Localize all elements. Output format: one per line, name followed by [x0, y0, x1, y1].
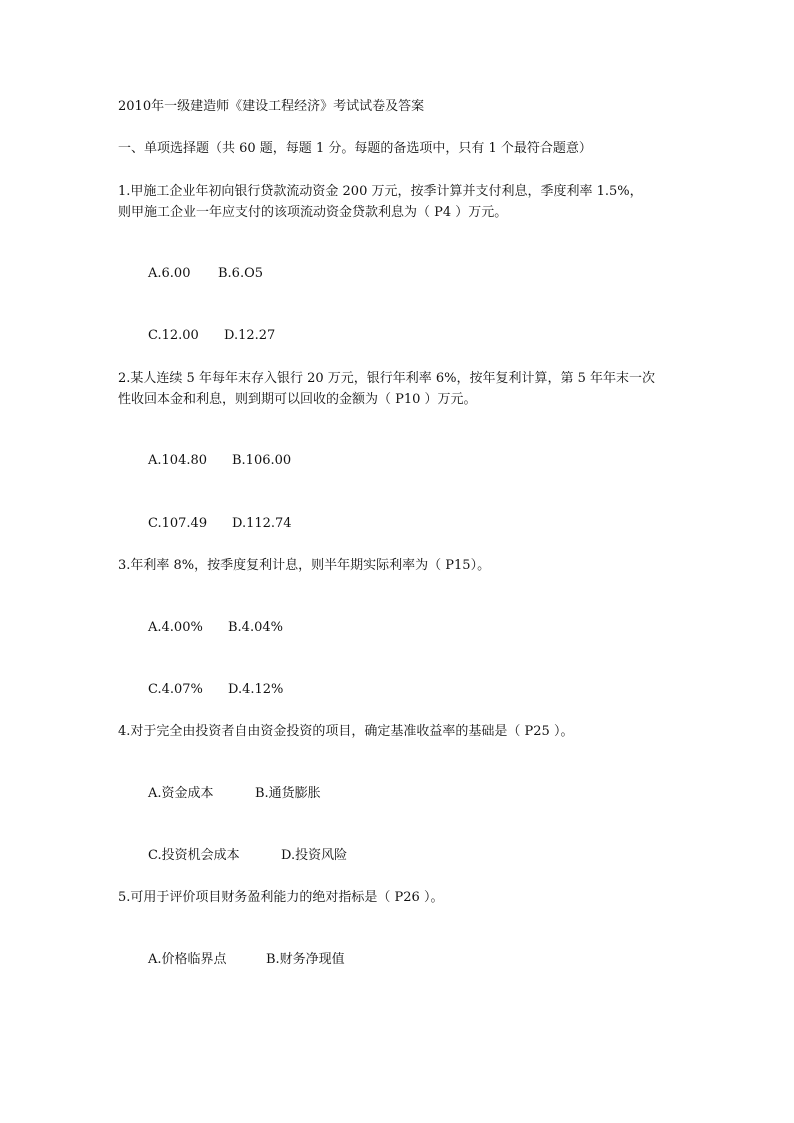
question-1-line-1: 1.甲施工企业年初向银行贷款流动资金 200 万元，按季计算并支付利息，季度利率 1.5%， [118, 184, 643, 199]
document-title: 2010年一级建造师《建设工程经济》考试试卷及答案 [118, 99, 425, 114]
option-a: A.4.00% [148, 620, 203, 635]
question-2-line-2: 性收回本金和利息，则到期可以回收的金额为（ P10 ）万元。 [118, 392, 477, 407]
question-2-options-row-2 [148, 514, 292, 534]
section-heading: 一、单项选择题（共 60 题，每题 1 分。每题的备选项中，只有 1 个最符合题意） [118, 141, 592, 156]
option-a: A.6.00 [148, 266, 191, 281]
option-a: A.104.80 [148, 453, 208, 468]
option-c: C.107.49 [148, 516, 208, 531]
question-2-options-row-1 [148, 451, 291, 471]
question-4-options-row-2 [148, 846, 347, 866]
option-b: B.通货膨胀 [255, 786, 321, 801]
question-4-line-1: 4.对于完全由投资者自由资金投资的项目，确定基准收益率的基础是（ P25 ）。 [118, 724, 574, 739]
option-d: D.投资风险 [281, 848, 348, 863]
question-1-options-row-2 [148, 326, 275, 346]
option-c: C.投资机会成本 [148, 848, 240, 863]
option-c: C.12.00 [148, 328, 199, 343]
question-5-options-row-1 [148, 950, 345, 970]
option-c: C.4.07% [148, 682, 203, 697]
option-d: D.112.74 [232, 516, 292, 531]
option-d: D.4.12% [228, 682, 284, 697]
option-d: D.12.27 [224, 328, 276, 343]
option-b: B.财务净现值 [266, 952, 345, 967]
question-3-line-1: 3.年利率 8%，按季度复利计息，则半年期实际利率为（ P15）。 [118, 558, 491, 573]
question-1-line-2: 则甲施工企业一年应支付的该项流动资金贷款利息为（ P4 ）万元。 [118, 205, 508, 220]
option-a: A.价格临界点 [148, 952, 227, 967]
question-1-options-row-1 [148, 264, 263, 284]
option-b: B.106.00 [232, 453, 292, 468]
question-5-line-1: 5.可用于评价项目财务盈利能力的绝对指标是（ P26 ）。 [118, 890, 444, 905]
question-3-options-row-2 [148, 680, 283, 700]
question-3-options-row-1 [148, 618, 283, 638]
question-4-options-row-1 [148, 784, 321, 804]
option-a: A.资金成本 [148, 786, 214, 801]
option-b: B.6.O5 [218, 266, 264, 281]
question-2-line-1: 2.某人连续 5 年每年末存入银行 20 万元，银行年利率 6%，按年复利计算，第 5 年年末一次 [118, 371, 656, 386]
option-b: B.4.04% [228, 620, 283, 635]
